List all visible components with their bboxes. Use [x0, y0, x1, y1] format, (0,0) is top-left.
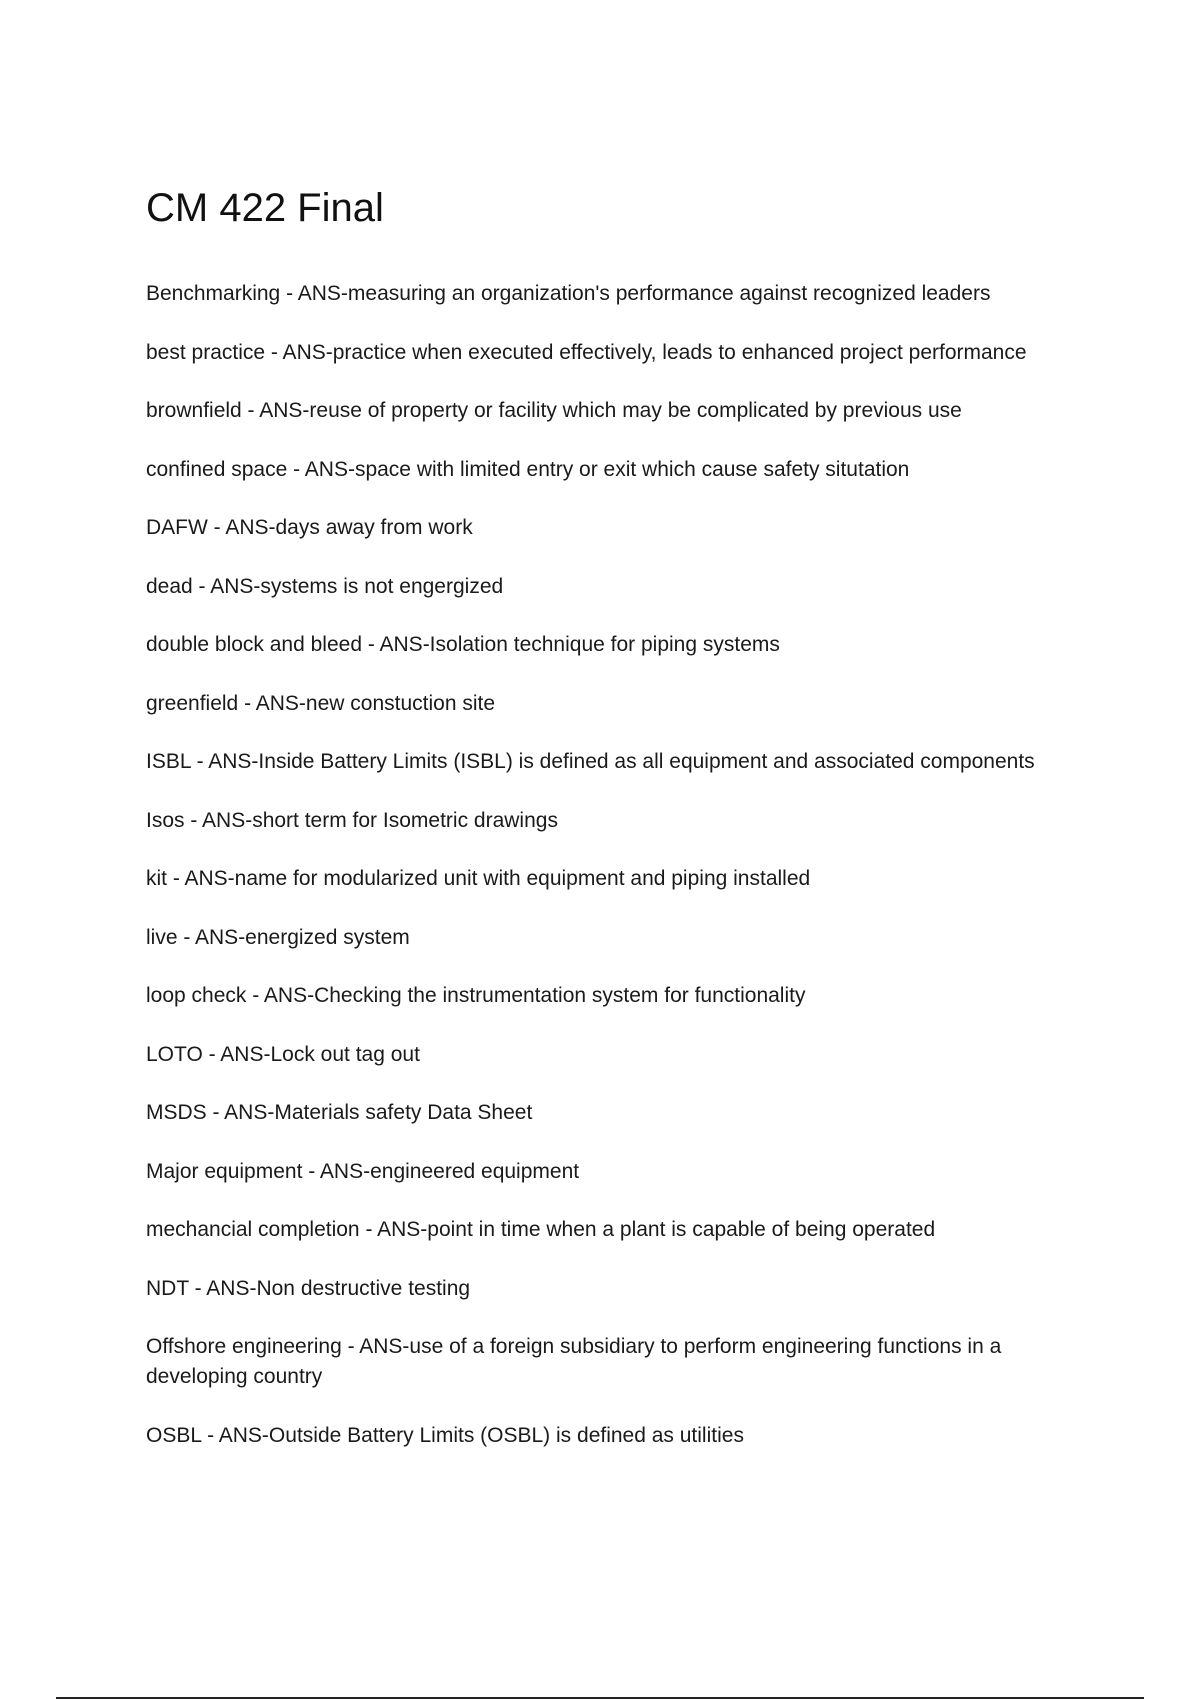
term-item: DAFW - ANS-days away from work — [146, 516, 473, 539]
term-item: ISBL - ANS-Inside Battery Limits (ISBL) is defined as all equipment and associated components — [146, 750, 1035, 773]
term-item: MSDS - ANS-Materials safety Data Sheet — [146, 1101, 533, 1124]
term-item: best practice - ANS-practice when executed effectively, leads to enhanced project performance — [146, 340, 1027, 364]
page-title: CM 422 Final — [146, 186, 384, 230]
term-item: Offshore engineering - ANS-use of a foreign subsidiary to perform engineering functions in a developing country — [146, 1335, 1002, 1388]
term-item: Isos - ANS-short term for Isometric drawings — [146, 808, 558, 832]
term-item: double block and bleed - ANS-Isolation technique for piping systems — [146, 633, 780, 656]
term-item: Benchmarking - ANS-measuring an organization's performance against recognized leaders — [146, 282, 991, 305]
term-item: NDT - ANS-Non destructive testing — [146, 1276, 471, 1300]
term-item: OSBL - ANS-Outside Battery Limits (OSBL) is defined as utilities — [146, 1423, 744, 1447]
page-footer-divider — [56, 1697, 1144, 1699]
term-item: greenfield - ANS-new constuction site — [146, 691, 496, 715]
term-item: dead - ANS-systems is not engergized — [146, 574, 504, 598]
term-item: kit - ANS-name for modularized unit with equipment and piping installed — [146, 867, 811, 890]
term-item: confined space - ANS-space with limited entry or exit which cause safety situtation — [146, 457, 910, 481]
term-item: live - ANS-energized system — [146, 925, 410, 949]
term-item: mechancial completion - ANS-point in time when a plant is capable of being operated — [146, 1218, 936, 1241]
term-item: Major equipment - ANS-engineered equipment — [146, 1159, 580, 1183]
term-list — [146, 279, 1096, 1479]
term-item: loop check - ANS-Checking the instrumentation system for functionality — [146, 984, 806, 1007]
term-item: brownfield - ANS-reuse of property or facility which may be complicated by previous use — [146, 399, 962, 422]
term-item: LOTO - ANS-Lock out tag out — [146, 1042, 420, 1066]
